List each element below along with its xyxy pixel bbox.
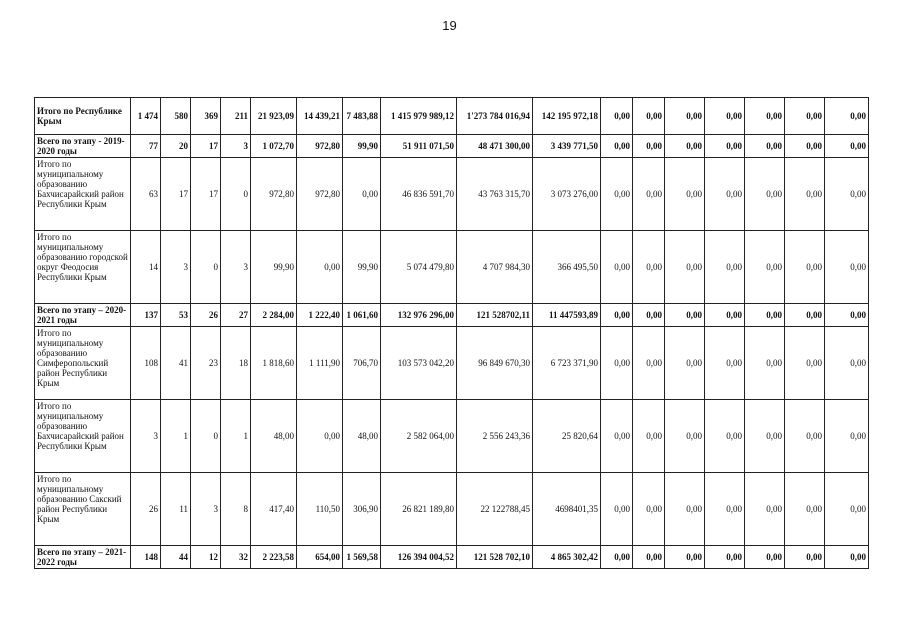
value-cell: 4 707 984,30	[457, 231, 533, 304]
value-cell: 1	[221, 400, 251, 473]
value-cell: 1 072,70	[251, 135, 297, 158]
value-cell: 103 573 042,20	[381, 327, 457, 400]
value-cell: 17	[191, 135, 221, 158]
value-cell: 43 763 315,70	[457, 158, 533, 231]
value-cell: 2 556 243,36	[457, 400, 533, 473]
value-cell: 0,00	[665, 135, 705, 158]
value-cell: 0,00	[601, 158, 633, 231]
value-cell: 0,00	[825, 400, 869, 473]
value-cell: 1	[161, 400, 191, 473]
value-cell: 417,40	[251, 473, 297, 546]
value-cell: 0,00	[785, 158, 825, 231]
value-cell: 0,00	[825, 135, 869, 158]
value-cell: 1 111,90	[297, 327, 343, 400]
value-cell: 0,00	[785, 231, 825, 304]
value-cell: 0,00	[633, 98, 665, 135]
value-cell: 0,00	[601, 327, 633, 400]
value-cell: 20	[161, 135, 191, 158]
table-row	[35, 473, 869, 546]
value-cell: 0,00	[343, 158, 381, 231]
value-cell: 0,00	[705, 158, 745, 231]
value-cell: 0,00	[745, 327, 785, 400]
value-cell: 99,90	[343, 135, 381, 158]
value-cell: 0,00	[785, 98, 825, 135]
value-cell: 306,90	[343, 473, 381, 546]
value-cell: 1 415 979 989,12	[381, 98, 457, 135]
value-cell: 0,00	[665, 546, 705, 569]
value-cell: 0,00	[633, 231, 665, 304]
value-cell: 3 073 276,00	[533, 158, 601, 231]
table-row	[35, 231, 869, 304]
value-cell: 8	[221, 473, 251, 546]
table-row	[35, 158, 869, 231]
value-cell: 0,00	[633, 327, 665, 400]
value-cell: 0,00	[785, 304, 825, 327]
value-cell: 51 911 071,50	[381, 135, 457, 158]
total-row	[35, 546, 869, 569]
value-cell: 63	[131, 158, 161, 231]
value-cell: 0,00	[297, 400, 343, 473]
value-cell: 0,00	[601, 473, 633, 546]
value-cell: 2 223,58	[251, 546, 297, 569]
value-cell: 46 836 591,70	[381, 158, 457, 231]
value-cell: 48,00	[343, 400, 381, 473]
row-name-cell: Итого по Республике Крым	[35, 98, 131, 135]
value-cell: 4 865 302,42	[533, 546, 601, 569]
value-cell: 12	[191, 546, 221, 569]
value-cell: 17	[191, 158, 221, 231]
value-cell: 1 569,58	[343, 546, 381, 569]
value-cell: 1 222,40	[297, 304, 343, 327]
value-cell: 32	[221, 546, 251, 569]
table-row	[35, 400, 869, 473]
value-cell: 1 474	[131, 98, 161, 135]
value-cell: 26	[191, 304, 221, 327]
row-name-cell: Итого по муниципальному образованию Бахчисарайский район Республики Крым	[35, 158, 131, 231]
value-cell: 0,00	[745, 400, 785, 473]
value-cell: 0,00	[745, 473, 785, 546]
value-cell: 0	[191, 400, 221, 473]
value-cell: 18	[221, 327, 251, 400]
value-cell: 0,00	[745, 304, 785, 327]
value-cell: 0,00	[785, 546, 825, 569]
value-cell: 21 923,09	[251, 98, 297, 135]
value-cell: 0,00	[601, 135, 633, 158]
value-cell: 972,80	[251, 158, 297, 231]
row-name-cell: Всего по этапу – 2021-2022 годы	[35, 546, 131, 569]
row-name-cell: Итого по муниципальному образованию Бахчисарайский район Республики Крым	[35, 400, 131, 473]
value-cell: 132 976 296,00	[381, 304, 457, 327]
value-cell: 0,00	[745, 158, 785, 231]
value-cell: 6 723 371,90	[533, 327, 601, 400]
value-cell: 0,00	[601, 400, 633, 473]
value-cell: 1 818,60	[251, 327, 297, 400]
value-cell: 0,00	[785, 327, 825, 400]
value-cell: 0,00	[705, 327, 745, 400]
value-cell: 0,00	[745, 98, 785, 135]
value-cell: 0,00	[825, 304, 869, 327]
value-cell: 3	[221, 231, 251, 304]
value-cell: 972,80	[297, 135, 343, 158]
value-cell: 706,70	[343, 327, 381, 400]
value-cell: 53	[161, 304, 191, 327]
value-cell: 41	[161, 327, 191, 400]
value-cell: 5 074 479,80	[381, 231, 457, 304]
value-cell: 0,00	[785, 135, 825, 158]
value-cell: 0,00	[633, 400, 665, 473]
value-cell: 0,00	[705, 135, 745, 158]
value-cell: 0,00	[297, 231, 343, 304]
row-name-cell: Итого по муниципальному образованию городской округ Феодосия Республики Крым	[35, 231, 131, 304]
value-cell: 99,90	[251, 231, 297, 304]
value-cell: 0,00	[825, 473, 869, 546]
value-cell: 96 849 670,30	[457, 327, 533, 400]
value-cell: 654,00	[297, 546, 343, 569]
value-cell: 27	[221, 304, 251, 327]
value-cell: 77	[131, 135, 161, 158]
value-cell: 0,00	[601, 231, 633, 304]
value-cell: 44	[161, 546, 191, 569]
value-cell: 366 495,50	[533, 231, 601, 304]
value-cell: 0,00	[633, 135, 665, 158]
value-cell: 0,00	[785, 473, 825, 546]
value-cell: 0,00	[745, 135, 785, 158]
value-cell: 1 061,60	[343, 304, 381, 327]
value-cell: 0,00	[601, 304, 633, 327]
value-cell: 972,80	[297, 158, 343, 231]
value-cell: 126 394 004,52	[381, 546, 457, 569]
value-cell: 0	[221, 158, 251, 231]
value-cell: 0,00	[665, 327, 705, 400]
value-cell: 211	[221, 98, 251, 135]
value-cell: 110,50	[297, 473, 343, 546]
value-cell: 2 582 064,00	[381, 400, 457, 473]
value-cell: 580	[161, 98, 191, 135]
value-cell: 3	[191, 473, 221, 546]
value-cell: 3	[131, 400, 161, 473]
value-cell: 148	[131, 546, 161, 569]
row-name-cell: Итого по муниципальному образованию Сакский район Республики Крым	[35, 473, 131, 546]
total-row	[35, 98, 869, 135]
total-row	[35, 135, 869, 158]
value-cell: 0,00	[665, 231, 705, 304]
value-cell: 121 528 702,10	[457, 546, 533, 569]
value-cell: 0,00	[825, 231, 869, 304]
value-cell: 0,00	[601, 98, 633, 135]
value-cell: 2 284,00	[251, 304, 297, 327]
value-cell: 14 439,21	[297, 98, 343, 135]
value-cell: 121 528702,11	[457, 304, 533, 327]
value-cell: 0,00	[633, 304, 665, 327]
value-cell: 4698401,35	[533, 473, 601, 546]
value-cell: 7 483,88	[343, 98, 381, 135]
value-cell: 0,00	[745, 231, 785, 304]
value-cell: 0	[191, 231, 221, 304]
value-cell: 142 195 972,18	[533, 98, 601, 135]
page-number: 19	[442, 18, 457, 33]
value-cell: 17	[161, 158, 191, 231]
row-name-cell: Итого по муниципальному образованию Симферопольский район Республики Крым	[35, 327, 131, 400]
row-name-cell: Всего по этапу – 2020-2021 годы	[35, 304, 131, 327]
value-cell: 11	[161, 473, 191, 546]
value-cell: 0,00	[633, 158, 665, 231]
value-cell: 48,00	[251, 400, 297, 473]
row-name-cell: Всего по этапу - 2019-2020 годы	[35, 135, 131, 158]
value-cell: 99,90	[343, 231, 381, 304]
value-cell: 14	[131, 231, 161, 304]
value-cell: 0,00	[705, 546, 745, 569]
value-cell: 26 821 189,80	[381, 473, 457, 546]
value-cell: 0,00	[825, 546, 869, 569]
value-cell: 0,00	[825, 327, 869, 400]
value-cell: 0,00	[665, 473, 705, 546]
value-cell: 11 447593,89	[533, 304, 601, 327]
value-cell: 0,00	[785, 400, 825, 473]
value-cell: 0,00	[825, 98, 869, 135]
value-cell: 0,00	[665, 158, 705, 231]
value-cell: 25 820,64	[533, 400, 601, 473]
value-cell: 0,00	[705, 473, 745, 546]
value-cell: 0,00	[665, 98, 705, 135]
value-cell: 23	[191, 327, 221, 400]
value-cell: 137	[131, 304, 161, 327]
total-row	[35, 304, 869, 327]
value-cell: 0,00	[705, 231, 745, 304]
value-cell: 108	[131, 327, 161, 400]
value-cell: 0,00	[705, 304, 745, 327]
value-cell: 0,00	[665, 304, 705, 327]
value-cell: 0,00	[633, 546, 665, 569]
value-cell: 3	[221, 135, 251, 158]
value-cell: 0,00	[665, 400, 705, 473]
value-cell: 0,00	[705, 98, 745, 135]
value-cell: 0,00	[745, 546, 785, 569]
value-cell: 0,00	[705, 400, 745, 473]
value-cell: 0,00	[633, 473, 665, 546]
value-cell: 1'273 784 016,94	[457, 98, 533, 135]
value-cell: 22 122788,45	[457, 473, 533, 546]
value-cell: 369	[191, 98, 221, 135]
report-table	[34, 97, 869, 569]
value-cell: 48 471 300,00	[457, 135, 533, 158]
value-cell: 26	[131, 473, 161, 546]
value-cell: 3	[161, 231, 191, 304]
value-cell: 0,00	[825, 158, 869, 231]
table-row	[35, 327, 869, 400]
value-cell: 3 439 771,50	[533, 135, 601, 158]
value-cell: 0,00	[601, 546, 633, 569]
